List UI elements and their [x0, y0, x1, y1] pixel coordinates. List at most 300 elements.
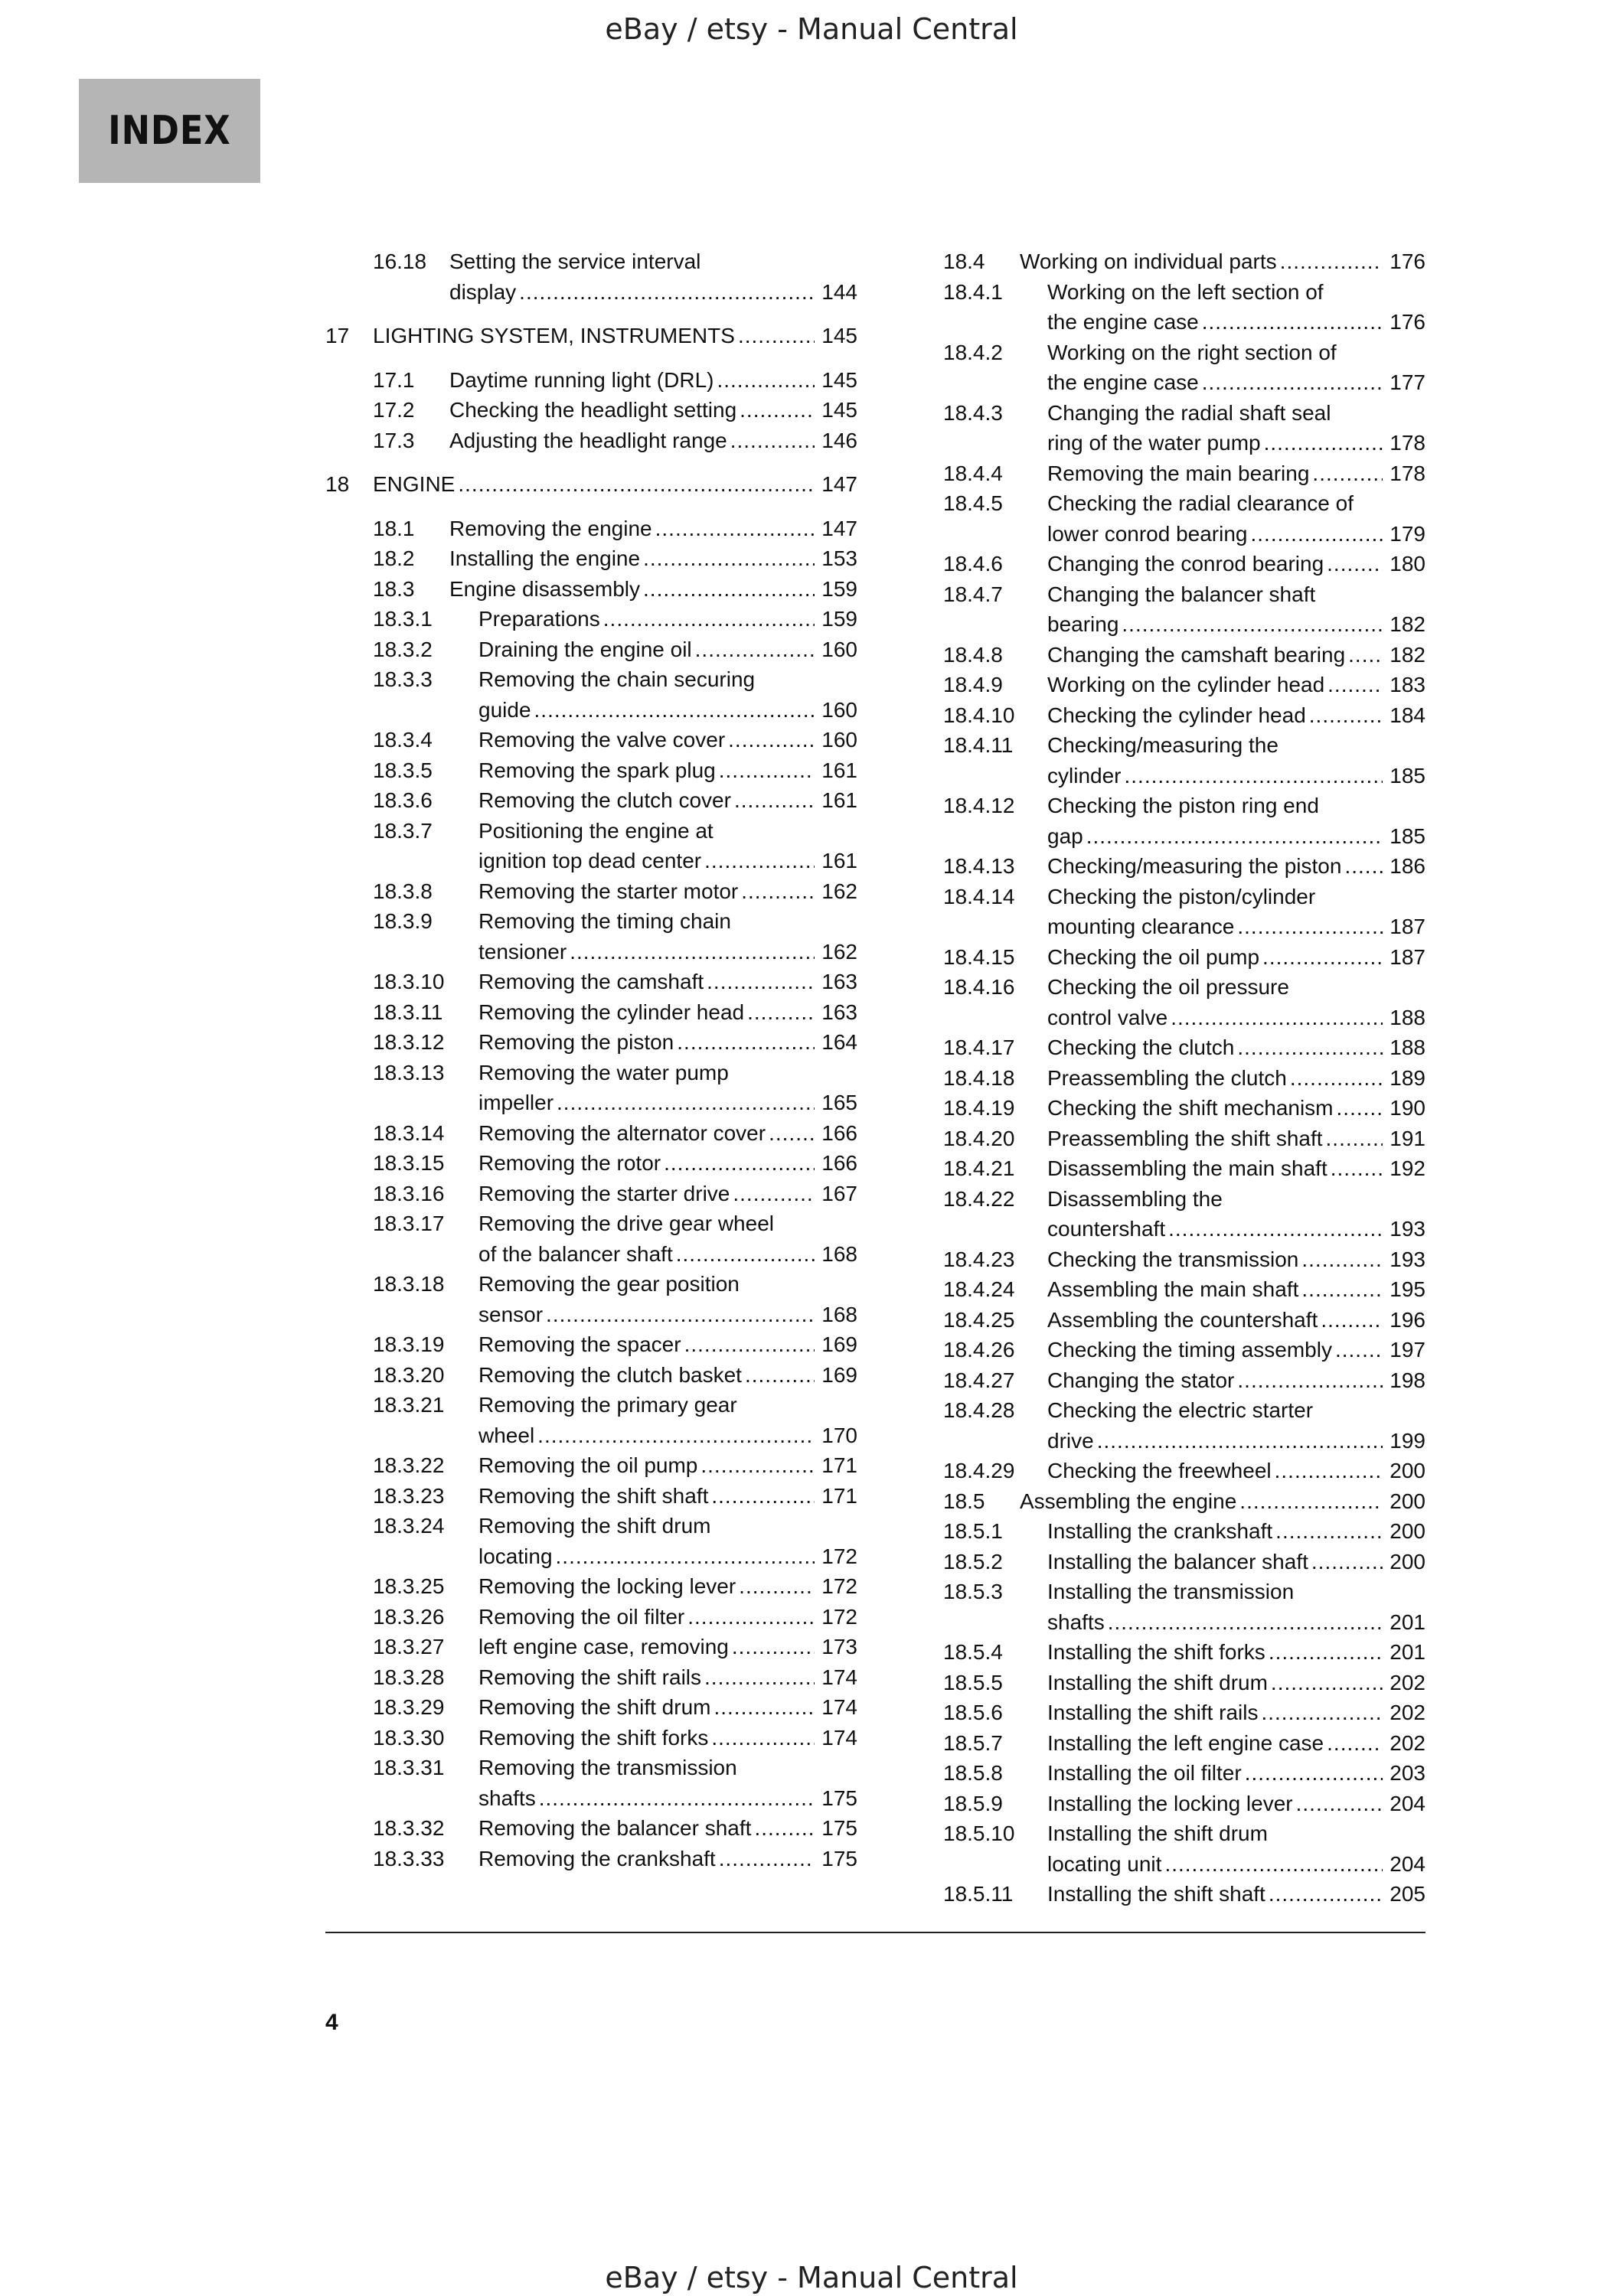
- toc-entry-number: 18.5.7: [943, 1730, 1003, 1755]
- toc-entry: [325, 1511, 857, 1571]
- toc-entry: [943, 1274, 1425, 1305]
- toc-entry-title: mounting clearance: [1047, 915, 1235, 938]
- toc-entry-page: 160: [821, 637, 857, 661]
- toc-leader-dots: [1275, 1516, 1383, 1547]
- toc-entry: [325, 1269, 857, 1329]
- toc-leader-dots: [1108, 1607, 1383, 1638]
- toc-leader-dots: [704, 1662, 815, 1693]
- toc-entry-number: 18.5.1: [943, 1519, 1003, 1543]
- toc-entry-number: 18.3.18: [373, 1272, 445, 1296]
- toc-entry-number: 16.18: [373, 249, 427, 273]
- toc-entry-title: Checking the clutch: [1047, 1035, 1235, 1059]
- toc-leader-dots: [738, 321, 815, 351]
- toc-leader-dots: [740, 395, 815, 426]
- toc-entry-title: Removing the locking lever: [478, 1574, 736, 1598]
- toc-entry-page: 173: [821, 1635, 857, 1658]
- toc-entry-number: 18.4.23: [943, 1247, 1015, 1271]
- toc-leader-dots: [1301, 1274, 1383, 1305]
- toc-entry-number: 18.4.12: [943, 794, 1015, 817]
- toc-entry-title: cylinder: [1047, 763, 1122, 788]
- toc-entry-page: 204: [1390, 1791, 1425, 1815]
- toc-entry-page: 200: [1390, 1549, 1425, 1574]
- toc-entry-title: gap: [1047, 823, 1083, 848]
- toc-entry-number: 18.3.14: [373, 1120, 445, 1145]
- toc-entry-number: 18.4.9: [943, 673, 1003, 696]
- toc-entry-title: lower conrod bearing: [1047, 521, 1248, 546]
- toc-entry-page: 147: [821, 472, 857, 496]
- toc-entry-number: 18.5.6: [943, 1701, 1003, 1724]
- toc-entry-title: Removing the engine: [449, 516, 652, 540]
- toc-entry-number: 18.3.32: [373, 1816, 445, 1840]
- toc-entry-number: 17.1: [373, 367, 415, 392]
- toc-entry-page: 163: [821, 1000, 857, 1024]
- toc-entry: [943, 1365, 1425, 1396]
- index-tab: [79, 79, 260, 183]
- toc-entry-title: Checking the piston/cylinder: [1047, 884, 1316, 908]
- toc-entry-title: Removing the clutch basket: [478, 1362, 742, 1387]
- toc-entry-title: impeller: [478, 1091, 554, 1114]
- toc-entry-number: 18.3.19: [373, 1332, 445, 1356]
- toc-entry-number: 18.3.22: [373, 1453, 445, 1477]
- toc-entry-title: Checking the freewheel: [1047, 1459, 1272, 1482]
- toc-entry-number: 18.4.1: [943, 279, 1003, 304]
- footer-divider: [325, 1932, 1425, 1933]
- toc-leader-dots: [754, 1813, 815, 1844]
- toc-entry-title: Changing the stator: [1047, 1368, 1235, 1392]
- toc-leader-dots: [741, 876, 815, 907]
- toc-entry-title: Checking the headlight setting: [449, 398, 737, 422]
- toc-entry-page: 176: [1390, 310, 1425, 334]
- toc-entry: [325, 1208, 857, 1269]
- toc-entry-title: Installing the oil filter: [1047, 1761, 1242, 1785]
- toc-entry-title: shafts: [478, 1786, 536, 1810]
- toc-entry-page: 161: [821, 788, 857, 812]
- toc-entry-number: 18.4.17: [943, 1035, 1015, 1059]
- toc-entry-title: Disassembling the: [1047, 1186, 1223, 1211]
- toc-entry-page: 170: [821, 1423, 857, 1447]
- toc-entry-page: 201: [1390, 1640, 1425, 1664]
- toc-entry: [943, 972, 1425, 1032]
- toc-entry-page: 172: [821, 1574, 857, 1598]
- toc-entry-number: 18.3.15: [373, 1151, 445, 1175]
- toc-entry-title: Removing the shift drum: [478, 1514, 711, 1538]
- toc-entry-number: 18.5.3: [943, 1580, 1003, 1603]
- toc-entry-number: 18.3.6: [373, 788, 433, 812]
- toc-leader-dots: [714, 1692, 815, 1723]
- toc-entry-number: 18.5.5: [943, 1670, 1003, 1694]
- toc-leader-dots: [719, 1844, 815, 1874]
- toc-entry-number: 18.3: [373, 576, 415, 601]
- toc-entry-page: 147: [821, 516, 857, 540]
- toc-entry-page: 200: [1390, 1489, 1425, 1513]
- toc-leader-dots: [1168, 1214, 1383, 1244]
- toc-entry: [325, 1450, 857, 1481]
- toc-leader-dots: [1327, 549, 1383, 579]
- toc-entry: [943, 1698, 1425, 1728]
- toc-entry-title: Removing the oil filter: [478, 1604, 685, 1629]
- toc-entry: [943, 1577, 1425, 1637]
- toc-entry-number: 18.3.13: [373, 1060, 445, 1084]
- toc-entry-number: 18.4.29: [943, 1459, 1015, 1482]
- toc-leader-dots: [655, 514, 815, 544]
- toc-entry-title: Removing the starter drive: [478, 1181, 730, 1205]
- toc-entry-title: ENGINE: [373, 472, 456, 496]
- toc-entry-number: 18.3.30: [373, 1725, 445, 1750]
- toc-entry-number: 18.5.8: [943, 1761, 1003, 1785]
- toc-entry-title: Removing the valve cover: [478, 728, 726, 752]
- toc-entry-title: Removing the water pump: [478, 1060, 729, 1084]
- toc-entry-number: 18.4.26: [943, 1338, 1015, 1362]
- toc-entry-title: Assembling the main shaft: [1047, 1277, 1299, 1301]
- toc-entry-page: 183: [1390, 673, 1425, 696]
- toc-entry-title: Checking the oil pressure: [1047, 975, 1289, 999]
- watermark-top: eBay / etsy - Manual Central: [605, 12, 1018, 46]
- toc-entry-page: 188: [1390, 1005, 1425, 1029]
- toc-leader-dots: [769, 1118, 815, 1149]
- toc-leader-dots: [711, 1723, 815, 1753]
- toc-entry-number: 18.4.15: [943, 944, 1015, 969]
- toc-leader-dots: [1335, 1335, 1383, 1365]
- toc-entry-page: 193: [1390, 1217, 1425, 1241]
- toc-entry-number: 18.4.16: [943, 975, 1015, 999]
- toc-entry-title: ring of the water pump: [1047, 431, 1261, 455]
- toc-entry-page: 159: [821, 607, 857, 631]
- toc-entry-title: Installing the shift rails: [1047, 1701, 1259, 1724]
- toc-entry-page: 174: [821, 1725, 857, 1750]
- index-tab-label: INDEX: [108, 108, 231, 154]
- toc-entry: [943, 1879, 1425, 1910]
- toc-leader-dots: [1251, 519, 1383, 550]
- toc-entry-title: the engine case: [1047, 370, 1199, 394]
- toc-entry-number: 18.3.12: [373, 1030, 445, 1054]
- toc-entry-number: 18.3.24: [373, 1514, 445, 1538]
- toc-entry-page: 177: [1390, 370, 1425, 394]
- toc-entry-title: Installing the engine: [449, 546, 641, 570]
- toc-entry: [943, 246, 1425, 277]
- toc-entry-page: 171: [821, 1483, 857, 1508]
- toc-leader-dots: [643, 574, 815, 605]
- toc-leader-dots: [1264, 428, 1383, 458]
- toc-leader-dots: [546, 1300, 815, 1330]
- toc-leader-dots: [1296, 1789, 1383, 1819]
- toc-entry-number: 18.3.21: [373, 1393, 445, 1417]
- toc-entry-page: 201: [1390, 1609, 1425, 1634]
- toc-entry-title: Preparations: [478, 607, 600, 631]
- toc-entry: [943, 579, 1425, 640]
- toc-entry-page: 198: [1390, 1368, 1425, 1392]
- toc-entry: [943, 398, 1425, 458]
- toc-entry-title: wheel: [478, 1423, 535, 1447]
- toc-leader-dots: [1327, 670, 1383, 700]
- toc-entry-title: Removing the balancer shaft: [478, 1816, 752, 1840]
- toc-entry-page: 199: [1390, 1428, 1425, 1453]
- toc-leader-dots: [747, 997, 815, 1028]
- toc-entry-number: 17.3: [373, 428, 415, 452]
- toc-entry-title: Daytime running light (DRL): [449, 367, 714, 392]
- toc-entry-title: Working on individual parts: [1020, 249, 1277, 273]
- toc-leader-dots: [717, 365, 815, 396]
- toc-leader-dots: [1348, 640, 1383, 670]
- toc-entry-title: Removing the alternator cover: [478, 1120, 766, 1145]
- toc-entry: [325, 906, 857, 967]
- toc-entry: [325, 514, 857, 544]
- toc-entry-title: Removing the shift drum: [478, 1695, 711, 1719]
- toc-entry-number: 18.5: [943, 1489, 985, 1513]
- toc-entry: [943, 882, 1425, 942]
- toc-entry-title: Removing the oil pump: [478, 1453, 698, 1477]
- toc-entry-title: sensor: [478, 1302, 544, 1326]
- toc-entry-title: Assembling the engine: [1020, 1489, 1237, 1513]
- toc-entry-page: 172: [821, 1544, 857, 1568]
- toc-entry: [325, 785, 857, 816]
- toc-entry-page: 190: [1390, 1096, 1425, 1120]
- toc-leader-dots: [1311, 1547, 1383, 1577]
- toc-entry-page: 166: [821, 1120, 857, 1145]
- toc-entry-title: Checking the electric starter: [1047, 1398, 1314, 1422]
- toc-entry-page: 185: [1390, 763, 1425, 788]
- toc-leader-dots: [1269, 1637, 1383, 1668]
- toc-entry-page: 168: [821, 1241, 857, 1266]
- toc-entry-page: 180: [1390, 552, 1425, 576]
- toc-entry: [325, 725, 857, 755]
- toc-entry-page: 188: [1390, 1035, 1425, 1059]
- toc-entry-page: 200: [1390, 1459, 1425, 1482]
- toc-entry-title: Removing the shift forks: [478, 1725, 709, 1750]
- toc-entry: [943, 1758, 1425, 1789]
- toc-entry-page: 169: [821, 1362, 857, 1387]
- toc-entry: [943, 1486, 1425, 1517]
- toc-entry: [943, 1456, 1425, 1486]
- toc-entry-page: 175: [821, 1816, 857, 1840]
- toc-entry-page: 167: [821, 1181, 857, 1205]
- toc-entry-title: Installing the left engine case: [1047, 1730, 1324, 1755]
- toc-entry-title: Removing the camshaft: [478, 970, 704, 993]
- toc-entry-title: Removing the starter motor: [478, 879, 739, 903]
- toc-leader-dots: [711, 1481, 815, 1512]
- toc-entry-number: 18.5.9: [943, 1791, 1003, 1815]
- toc-entry-title: Removing the shift shaft: [478, 1483, 709, 1508]
- toc-entry-page: 204: [1390, 1851, 1425, 1876]
- toc-entry-title: countershaft: [1047, 1217, 1166, 1241]
- toc-leader-dots: [1321, 1305, 1383, 1336]
- toc-leader-dots: [1261, 1698, 1383, 1728]
- toc-entry-number: 18.4.8: [943, 642, 1003, 667]
- toc-entry: [943, 1395, 1425, 1456]
- toc-entry-page: 145: [821, 324, 857, 347]
- toc-entry-page: 162: [821, 879, 857, 903]
- toc-leader-dots: [732, 1632, 815, 1662]
- toc-entry-title: Removing the cylinder head: [478, 1000, 745, 1024]
- toc-entry-number: 18.1: [373, 516, 415, 540]
- toc-leader-dots: [1202, 307, 1383, 338]
- toc-entry: [943, 640, 1425, 670]
- toc-entry-title: Installing the crankshaft: [1047, 1519, 1273, 1543]
- toc-entry: [325, 469, 857, 500]
- toc-entry-title: LIGHTING SYSTEM, INSTRUMENTS: [373, 324, 735, 347]
- toc-entry-number: 18.4.11: [943, 733, 1014, 757]
- toc-leader-dots: [603, 604, 815, 634]
- toc-entry-title: the engine case: [1047, 310, 1199, 334]
- toc-entry-number: 18.4.13: [943, 854, 1015, 878]
- toc-entry-page: 184: [1390, 703, 1425, 727]
- toc-entry: [943, 791, 1425, 851]
- toc-entry-title: Removing the spark plug: [478, 758, 716, 782]
- toc-entry-title: Preassembling the shift shaft: [1047, 1126, 1323, 1150]
- toc-leader-dots: [1086, 821, 1383, 852]
- toc-entry-page: 202: [1390, 1730, 1425, 1755]
- toc-entry-page: 162: [821, 939, 857, 964]
- toc-entry-title: Checking/measuring the: [1047, 733, 1278, 757]
- toc-entry-title: Changing the balancer shaft: [1047, 582, 1316, 606]
- toc-entry-page: 171: [821, 1453, 857, 1477]
- toc-entry-number: 18: [325, 472, 350, 496]
- toc-entry: [325, 1602, 857, 1632]
- toc-entry-number: 18.3.8: [373, 879, 433, 903]
- toc-entry-page: 192: [1390, 1156, 1425, 1180]
- toc-entry: [943, 488, 1425, 549]
- toc-leader-dots: [676, 1239, 815, 1270]
- toc-leader-dots: [537, 1420, 815, 1451]
- toc-entry-page: 195: [1390, 1277, 1425, 1301]
- toc-entry: [943, 1032, 1425, 1063]
- toc-leader-dots: [1312, 458, 1383, 489]
- toc-entry: [325, 426, 857, 456]
- toc-entry: [943, 1093, 1425, 1124]
- watermark-bottom: eBay / etsy - Manual Central: [605, 2261, 1018, 2294]
- toc-entry-page: 202: [1390, 1670, 1425, 1694]
- toc-entry-number: 18.3.25: [373, 1574, 445, 1598]
- toc-entry: [325, 1027, 857, 1058]
- toc-entry-number: 18.4: [943, 249, 985, 273]
- toc-entry-number: 17.2: [373, 398, 415, 422]
- toc-entry-title: of the balancer shaft: [478, 1241, 673, 1266]
- toc-entry-page: 175: [821, 1846, 857, 1870]
- toc-entry-number: 18.4.3: [943, 400, 1003, 425]
- toc-entry: [325, 1179, 857, 1209]
- toc-entry: [943, 670, 1425, 700]
- toc-entry-number: 18.4.28: [943, 1398, 1015, 1422]
- toc-entry-number: 18.5.4: [943, 1640, 1003, 1664]
- toc-leader-dots: [730, 426, 815, 456]
- toc-entry-page: 145: [821, 367, 857, 392]
- toc-entry-title: locating: [478, 1544, 553, 1568]
- toc-entry-number: 18.4.14: [943, 884, 1015, 908]
- toc-entry-page: 189: [1390, 1065, 1425, 1090]
- toc-entry-title: Working on the left section of: [1047, 279, 1324, 304]
- toc-entry: [325, 1058, 857, 1118]
- toc-entry-title: Checking the oil pump: [1047, 944, 1260, 969]
- toc-entry-page: 145: [821, 398, 857, 422]
- toc-entry-title: Engine disassembly: [449, 576, 641, 601]
- toc-left-column: [325, 246, 857, 1874]
- toc-entry-page: 196: [1390, 1307, 1425, 1332]
- toc-entry-title: control valve: [1047, 1005, 1168, 1029]
- toc-entry-title: Removing the piston: [478, 1030, 674, 1054]
- toc-entry-page: 185: [1390, 823, 1425, 848]
- toc-entry-page: 166: [821, 1151, 857, 1175]
- toc-entry-page: 178: [1390, 431, 1425, 455]
- toc-leader-dots: [733, 1179, 815, 1209]
- toc-entry: [943, 730, 1425, 791]
- toc-leader-dots: [1301, 1244, 1383, 1275]
- toc-entry: [325, 574, 857, 605]
- toc-leader-dots: [1202, 367, 1383, 398]
- toc-entry: [325, 1481, 857, 1512]
- toc-entry-title: Changing the conrod bearing: [1047, 552, 1324, 576]
- toc-entry-title: Positioning the engine at: [478, 818, 714, 843]
- toc-entry: [325, 321, 857, 351]
- toc-entry-number: 18.4.22: [943, 1186, 1015, 1211]
- toc-entry-page: 205: [1390, 1882, 1425, 1906]
- toc-entry-title: Disassembling the main shaft: [1047, 1156, 1327, 1180]
- toc-entry-number: 18.3.3: [373, 667, 433, 691]
- toc-entry-title: Assembling the countershaft: [1047, 1307, 1318, 1332]
- toc-entry-title: Checking the shift mechanism: [1047, 1096, 1334, 1120]
- toc-leader-dots: [1237, 1365, 1383, 1396]
- toc-entry-number: 18.4.10: [943, 703, 1015, 727]
- toc-entry-title: Removing the shift rails: [478, 1665, 702, 1689]
- toc-entry-number: 18.4.6: [943, 552, 1003, 576]
- toc-entry-title: Installing the shift shaft: [1047, 1882, 1265, 1906]
- toc-leader-dots: [677, 1027, 815, 1058]
- toc-entry-title: display: [449, 279, 517, 304]
- toc-leader-dots: [1239, 1486, 1383, 1517]
- toc-entry: [943, 1668, 1425, 1698]
- toc-entry-page: 176: [1390, 249, 1425, 273]
- toc-entry-title: Removing the transmission: [478, 1756, 737, 1779]
- toc-entry-number: 18.5.2: [943, 1549, 1003, 1574]
- toc-entry-page: 178: [1390, 461, 1425, 485]
- toc-entry: [325, 664, 857, 725]
- toc-entry-page: 187: [1390, 915, 1425, 938]
- toc-leader-dots: [1237, 1032, 1383, 1063]
- toc-leader-dots: [1331, 1153, 1383, 1184]
- toc-entry-page: 144: [821, 279, 857, 304]
- toc-entry: [325, 543, 857, 574]
- toc-entry-title: Removing the chain securing: [478, 667, 756, 691]
- toc-leader-dots: [1326, 1124, 1383, 1154]
- toc-entry-title: Removing the gear position: [478, 1272, 740, 1296]
- toc-entry-page: 182: [1390, 642, 1425, 667]
- toc-leader-dots: [734, 785, 815, 816]
- toc-entry-number: 18.5.10: [943, 1821, 1015, 1845]
- toc-leader-dots: [1262, 942, 1383, 973]
- toc-entry: [325, 365, 857, 396]
- toc-entry-page: 172: [821, 1604, 857, 1629]
- toc-leader-dots: [1344, 851, 1383, 882]
- toc-entry-number: 18.4.24: [943, 1277, 1015, 1301]
- toc-entry: [325, 967, 857, 997]
- toc-entry: [943, 1184, 1425, 1244]
- toc-right-column: [943, 246, 1425, 1910]
- toc-entry-title: guide: [478, 697, 531, 722]
- toc-leader-dots: [570, 937, 815, 967]
- toc-entry-page: 197: [1390, 1338, 1425, 1362]
- toc-leader-dots: [707, 967, 815, 997]
- toc-entry: [943, 1728, 1425, 1759]
- toc-entry-number: 18.3.31: [373, 1756, 445, 1779]
- toc-entry-number: 18.3.5: [373, 758, 433, 782]
- toc-leader-dots: [539, 1783, 815, 1814]
- toc-leader-dots: [643, 543, 815, 574]
- toc-leader-dots: [534, 695, 815, 726]
- toc-entry-number: 18.5.11: [943, 1882, 1014, 1906]
- toc-leader-dots: [1164, 1849, 1383, 1880]
- toc-entry-page: 175: [821, 1786, 857, 1810]
- toc-entry-title: Checking the cylinder head: [1047, 703, 1306, 727]
- toc-entry-page: 174: [821, 1665, 857, 1689]
- toc-entry: [325, 1148, 857, 1179]
